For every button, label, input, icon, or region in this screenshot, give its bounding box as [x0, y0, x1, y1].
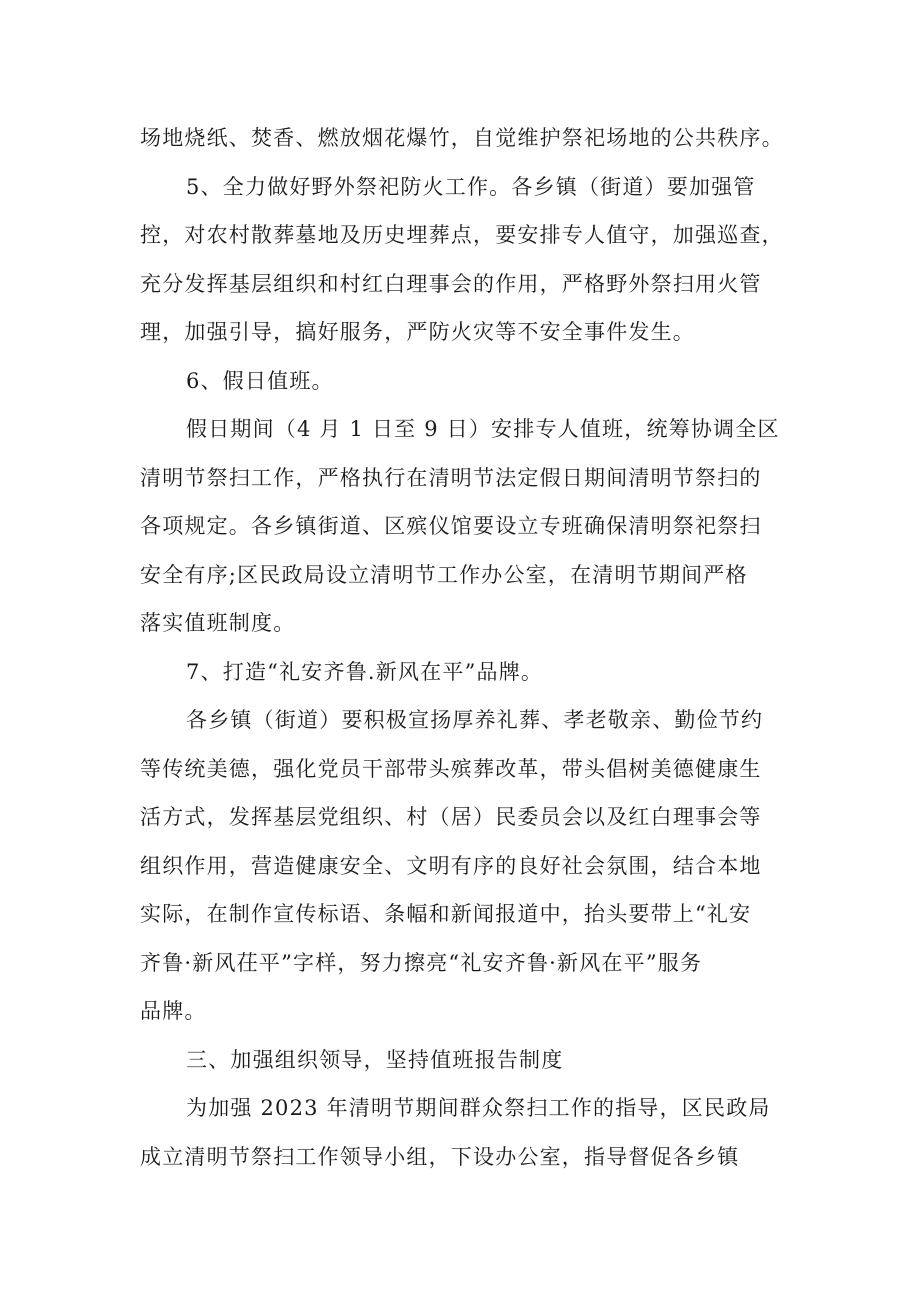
text-line: 落实值班制度。: [140, 611, 296, 635]
text-line: 充分发挥基层组织和村红白理事会的作用，严格野外祭扫用火管: [140, 271, 762, 296]
text-line: 理，加强引导，搞好服务，严防火灾等不安全事件发生。: [140, 320, 695, 344]
text-line: 各项规定。各乡镇街道、区殡仪馆要设立专班确保清明祭祀祭扫: [140, 514, 762, 538]
text-line: 5、全力做好野外祭祀防火工作。各乡镇（街道）要加强管: [186, 174, 756, 199]
text-line: 为加强 2023 年清明节期间群众祭扫工作的指导，区民政局: [186, 1096, 771, 1120]
section-heading: 三、加强组织领导，坚持值班报告制度: [186, 1047, 564, 1072]
text-line: 活方式，发挥基层党组织、村（居）民委员会以及红白理事会等: [140, 805, 762, 829]
text-line: 安全有序;区民政局设立清明节工作办公室，在清明节期间严格: [140, 562, 748, 587]
text-line: 假日期间（4 月 1 日至 9 日）安排专人值班，统筹协调全区: [186, 417, 780, 441]
text-line: 成立清明节祭扫工作领导小组，下设办公室，指导督促各乡镇: [140, 1144, 740, 1169]
text-line: 等传统美德，强化党员干部带头殡葬改革，带头倡树美德健康生: [140, 756, 762, 781]
text-line: 实际，在制作宣传标语、条幅和新闻报道中，抬头要带上“礼安: [140, 902, 752, 926]
text-line: 组织作用，营造健康安全、文明有序的良好社会氛围，结合本地: [140, 853, 762, 878]
text-line: 6、假日值班。: [186, 368, 334, 393]
text-line: 清明节祭扫工作，严格执行在清明节法定假日期间清明节祭扫的: [140, 465, 762, 490]
text-line: 品牌。: [140, 999, 207, 1023]
document-body: [140, 114, 800, 1181]
text-line: 7、打造“礼安齐鲁.新风在平”品牌。: [186, 659, 544, 684]
text-line: 各乡镇（街道）要积极宣扬厚养礼葬、孝老敬亲、勤俭节约: [186, 708, 764, 732]
text-line: 齐鲁·新风茌平”字样，努力擦亮“礼安齐鲁·新风在平”服务: [140, 950, 703, 975]
text-line: 控，对农村散葬墓地及历史埋葬点，要安排专人值守，加强巡查，: [140, 223, 784, 247]
text-line: 场地烧纸、焚香、燃放烟花爆竹，自觉维护祭祀场地的公共秩序。: [140, 126, 784, 150]
